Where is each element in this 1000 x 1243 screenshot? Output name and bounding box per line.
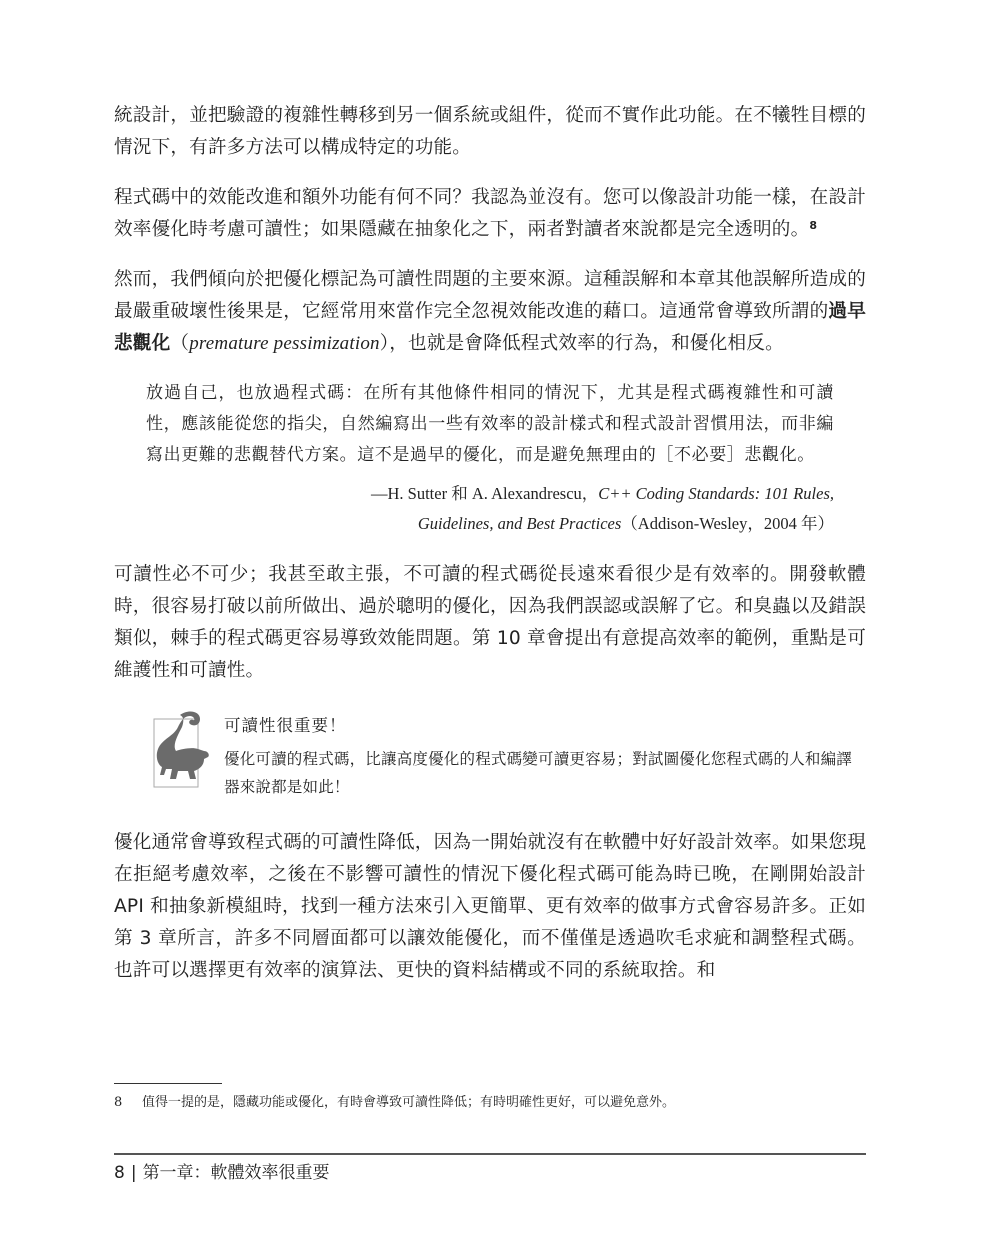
attribution-publisher: （Addison-Wesley，2004 年） [621,514,834,533]
footnote [114,1094,675,1112]
footnote-ref[interactable]: 8 [809,219,818,232]
tip-title: 可讀性很重要！ [224,716,347,735]
footnote-text: 值得一提的是，隱藏功能或優化，有時會導致可讀性降低；有時明確性更好，可以避免意外。 [142,1095,676,1110]
term-english: premature pessimization [189,333,380,354]
attribution-title-2: Guidelines, and Best Practices [417,514,622,533]
footnote-number: 8 [114,1095,123,1110]
paragraph-3-after: ），也就是會降低程式效率的行為，和優化相反。 [379,333,784,354]
paragraph-1: 統設計，並把驗證的複雜性轉移到另一個系統或組件，從而不實作此功能。在不犧牲目標的情況下，有許多方法可以構成特定的功能。 [114,105,866,158]
paragraph-2 [114,182,866,246]
paragraph-3 [114,264,866,360]
term-premature-pessimization: 過早悲觀化 [114,301,867,354]
footer-separator: | [130,1163,137,1183]
lemur-icon [150,709,218,789]
page-number: 8 [114,1163,125,1183]
paragraph-5: 優化通常會導致程式碼的可讀性降低，因為一開始就沒有在軟體中好好設計效率。如果您現在拒絕考慮效率，之後在不影響可讀性的情況下優化程式碼可能為時已晚，在剛開始設計 API 和抽象新模組時，找到一種方法來引入更簡單、更有效率的做事方式會容易許多。正如第 3 章所言，許多不同層面都可以讓效能優化，而不僅僅是透過吹毛求疵和調整程式碼。也許可以選擇更有效率的演算法、更快的資料結構或不同的系統取捨。和 [114,832,866,981]
tip-text: 優化可讀的程式碼，比讓高度優化的程式碼變可讀更容易；對試圖優化您程式碼的人和編譯器來說都是如此！ [224,750,853,796]
block-quote: 放過自己，也放過程式碼：在所有其他條件相同的情況下，尤其是程式碼複雜性和可讀性，應該能從您的指尖，自然編寫出一些有效率的設計樣式和程式設計習慣用法，而非編寫出更難的悲觀替代方案。這不是過早的優化，而是避免無理由的［不必要］悲觀化。 [146,383,834,465]
page-body [114,100,866,1005]
attribution-authors: —H. Sutter 和 A. Alexandrescu， [370,484,599,503]
chapter-title: 第一章：軟體效率很重要 [142,1163,330,1183]
paragraph-4: 可讀性必不可少；我甚至敢主張，不可讀的程式碼從長遠來看很少是有效率的。開發軟體時，很容易打破以前所做出、過於聰明的優化，因為我們誤認或誤解了它。和臭蟲以及錯誤類似，棘手的程式碼更容易導致效能問題。第 10 章會提出有意提高效率的範例，重點是可維護性和可讀性。 [114,564,866,681]
paren-open: （ [170,333,190,354]
footnote-divider [114,1083,222,1084]
page-footer [114,1160,330,1186]
quote-attribution [146,479,834,539]
paragraph-2-text: 程式碼中的效能改進和額外功能有何不同？我認為並沒有。您可以像設計功能一樣，在設計效率優化時考慮可讀性；如果隱藏在抽象化之下，兩者對讀者來說都是完全透明的。 [114,187,866,240]
attribution-title-1: C++ Coding Standards: 101 Rules, [598,484,834,503]
footer-divider [114,1153,866,1155]
tip-body [224,709,866,801]
paragraph-3-before: 然而，我們傾向於把優化標記為可讀性問題的主要來源。這種誤解和本章其他誤解所造成的最嚴重破壞性後果是，它經常用來當作完全忽視效能改進的藉口。這通常會導致所謂的 [114,269,866,322]
tip-box [150,709,866,801]
